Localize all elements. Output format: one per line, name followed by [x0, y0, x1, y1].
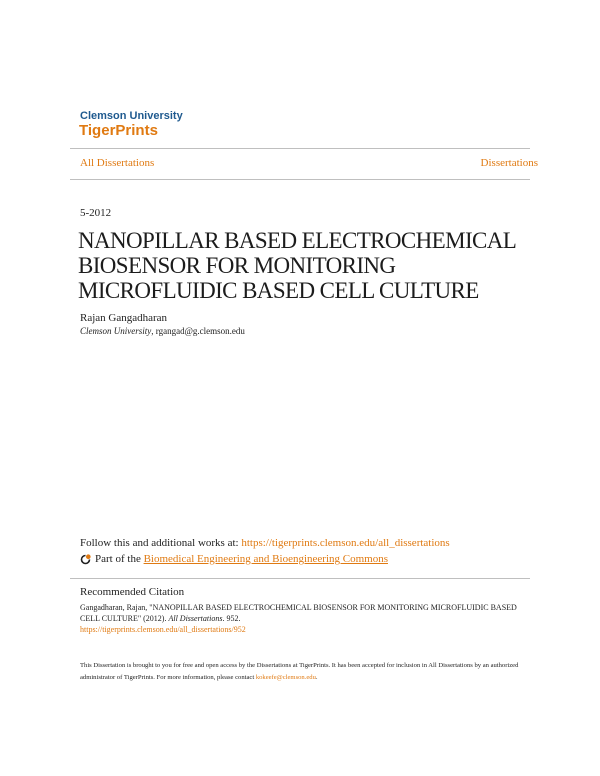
part-of-label: Part of the — [95, 553, 141, 565]
part-of-line — [80, 553, 388, 565]
commons-network-icon — [80, 554, 91, 565]
author-affiliation — [80, 326, 245, 336]
follow-line — [80, 537, 450, 549]
citation-link[interactable]: https://tigerprints.clemson.edu/all_dissertations/952 — [80, 625, 246, 634]
access-disclaimer — [80, 660, 535, 684]
dissertations-link[interactable]: Dissertations — [480, 157, 538, 169]
citation-text — [80, 602, 530, 635]
citation-number: . 952. — [222, 614, 241, 623]
tigerprints-logo[interactable]: TigerPrints — [79, 122, 158, 139]
follow-label: Follow this and additional works at: — [80, 537, 242, 549]
author-name: Rajan Gangadharan — [80, 312, 168, 324]
title-line: NANOPILLAR BASED ELECTROCHEMICAL — [78, 228, 517, 253]
title-line: MICROFLUIDIC BASED CELL CULTURE — [78, 278, 479, 303]
follow-link[interactable]: https://tigerprints.clemson.edu/all_dissertations — [241, 537, 450, 549]
citation-divider — [70, 578, 530, 579]
nav-divider — [70, 179, 530, 180]
document-title — [78, 228, 538, 303]
affiliation-name: Clemson University — [80, 326, 152, 336]
all-dissertations-link[interactable]: All Dissertations — [80, 157, 155, 169]
citation-journal: All Dissertations — [168, 614, 223, 623]
publication-date: 5-2012 — [80, 207, 112, 219]
contact-email-link[interactable]: kokeefe@clemson.edu — [255, 674, 316, 681]
commons-link[interactable]: Biomedical Engineering and Bioengineering Commons — [143, 553, 388, 565]
disclaimer-end: . — [315, 674, 318, 681]
citation-heading: Recommended Citation — [80, 586, 185, 598]
top-divider — [70, 148, 530, 149]
citation-body: Gangadharan, Rajan, "NANOPILLAR BASED ELECTROCHEMICAL BIOSENSOR FOR MONITORING MICROFLUIDIC BASED CELL CULTURE" (2012). — [80, 603, 517, 623]
title-line: BIOSENSOR FOR MONITORING — [78, 253, 396, 278]
disclaimer-text: This Dissertation is brought to you for free and open access by the Dissertations at TigerPrints. It has been accepted for inclusion in All Dissertations by an authorized administrator of TigerPrints. For more information, please contact — [80, 662, 519, 681]
author-email: , rgangad@g.clemson.edu — [151, 326, 245, 336]
university-name: Clemson University — [80, 110, 183, 122]
